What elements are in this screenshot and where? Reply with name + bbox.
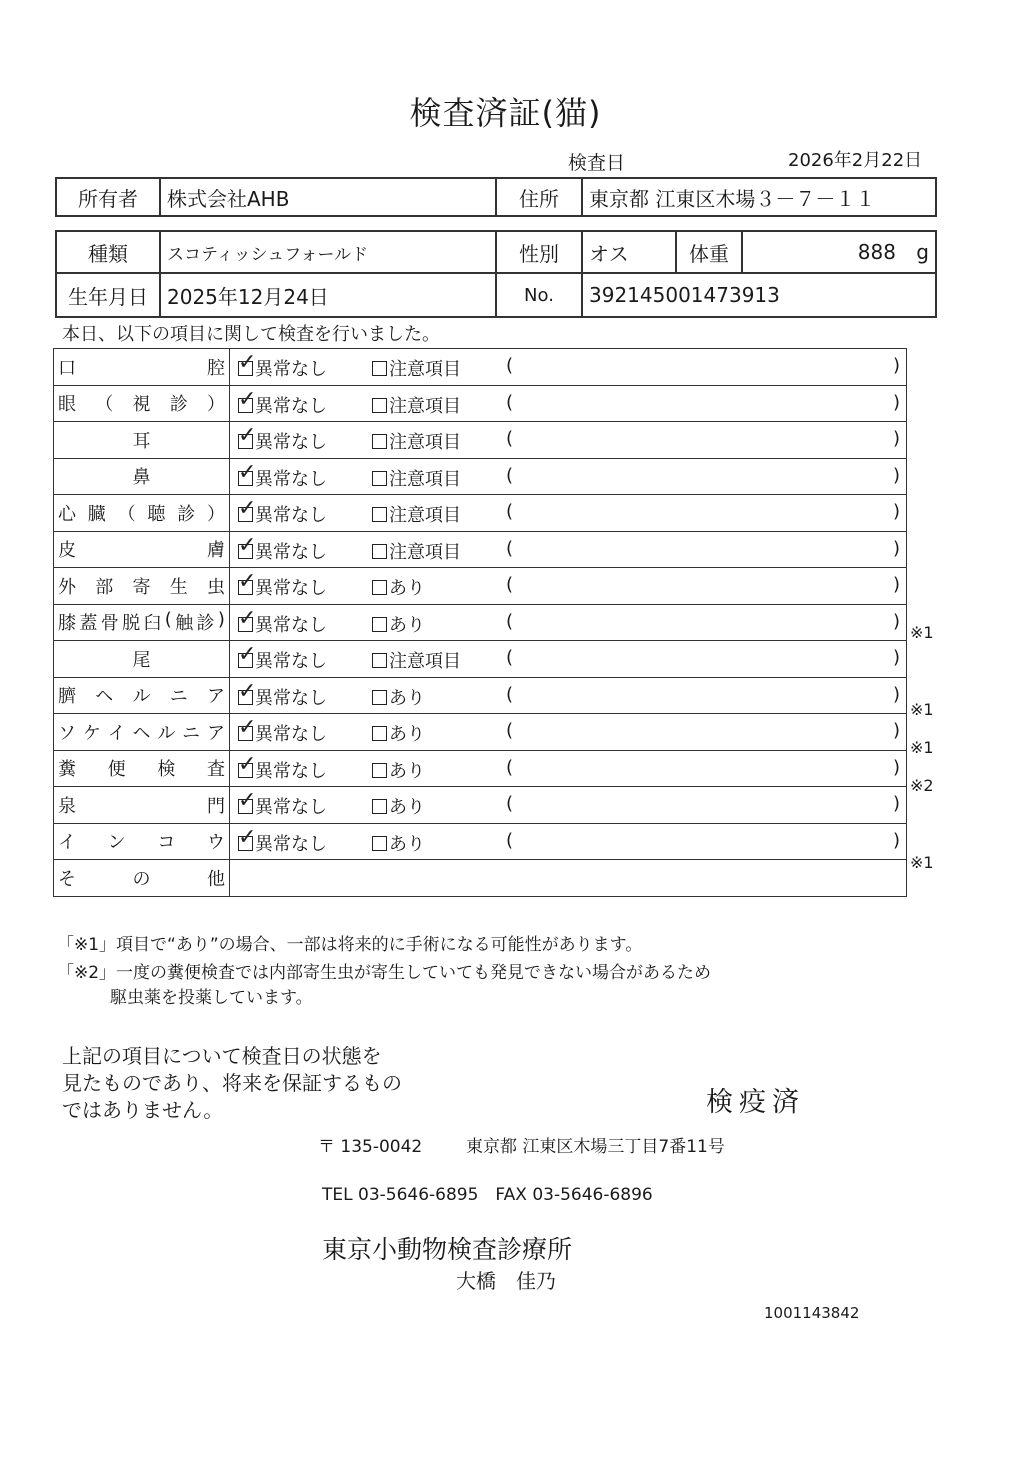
finding-option[interactable] [372,757,425,783]
finding-option-label: 注意項目 [389,432,461,453]
normal-option-label: 異常なし [255,359,327,380]
disclaimer-line-1: 上記の項目について検査日の状態を [62,1044,382,1068]
normal-option[interactable] [238,605,327,637]
checkbox-empty-icon[interactable] [372,507,387,522]
normal-option[interactable] [238,532,327,564]
exam-row [54,495,907,532]
normal-option-label: 異常なし [255,541,327,563]
exam-item-label-char: 眼 [58,394,76,416]
remarks-close-paren: ) [892,391,900,413]
other-label-cell [54,860,230,897]
finding-option-label: あり [389,614,425,636]
checkbox-empty-icon[interactable] [372,434,387,449]
exam-item-name [54,531,230,568]
exam-item-label-char: 皮 [58,540,76,562]
exam-item-label-char: ヘ [132,722,151,744]
remarks-open-paren: ( [506,756,514,778]
exam-footnote-ref: ※2 [910,776,934,796]
finding-option-label: あり [389,724,425,745]
sex-label: 性別 [496,231,582,273]
exam-item-label-char: 視 [132,394,151,416]
no-label: No. [496,273,582,317]
postal-code: 〒 135-0042 [318,1137,423,1157]
check-mark-icon: ✓ [238,350,257,375]
remarks-close-paren: ) [892,793,900,814]
weight-unit: g [916,240,929,264]
exam-item-label-char: 聴 [147,503,166,525]
finding-option[interactable] [372,793,425,819]
finding-option[interactable] [372,428,461,454]
exam-item-name [54,787,230,824]
remarks-open-paren: ( [506,720,514,741]
exam-footnote-ref: ※1 [910,623,934,643]
normal-option[interactable] [238,788,327,819]
exam-item-label-char: 部 [95,576,114,598]
finding-option[interactable] [372,355,461,381]
normal-option[interactable] [238,642,327,673]
checkbox-checked-icon[interactable] [238,751,257,778]
breed-label: 種類 [56,231,160,273]
remarks-open-paren: ( [506,574,514,595]
finding-option[interactable] [372,538,461,564]
normal-option-label: 異常なし [255,505,327,526]
exam-footnote-ref: ※1 [910,699,934,719]
exam-item-label [58,536,225,562]
exam-row [54,422,907,459]
remarks-close-paren: ) [892,501,900,522]
checkbox-empty-icon[interactable] [372,653,387,668]
weight-cell [742,231,936,273]
remarks-close-paren: ) [892,829,900,851]
weight-label: 体重 [676,231,742,273]
exam-item-label-char: 臓 [87,503,106,525]
remarks-close-paren: ) [892,683,900,705]
clinic-address: 東京都 江東区木場三丁目7番11号 [466,1137,725,1157]
finding-option[interactable] [372,720,425,746]
exam-options [230,531,907,568]
exam-item-label: 耳 [132,430,151,452]
breed-value: スコティッシュフォールド [160,231,496,273]
checkbox-empty-icon[interactable] [372,398,387,413]
other-label-char: そ [58,868,76,890]
normal-option-label: 異常なし [255,833,327,855]
finding-option-label: あり [389,833,425,855]
exam-row [54,823,907,860]
exam-item-label [58,719,225,745]
serial-number: 1001143842 [764,1304,860,1322]
check-mark-icon: ✓ [238,386,257,412]
exam-item-label-char: ア [207,686,225,708]
other-label [58,865,225,891]
exam-item-label-char: 虫 [207,576,225,598]
doctor-name: 大橋 佳乃 [456,1269,556,1293]
exam-item-label [58,755,225,781]
exam-item-label-char: （ [95,394,114,416]
exam-item-name [54,385,230,422]
exam-footnote-ref: ※1 [910,852,934,872]
finding-option-label: 注意項目 [389,395,461,417]
remarks-open-paren: ( [506,647,514,668]
checkbox-checked-icon[interactable] [238,423,257,449]
finding-option[interactable] [372,611,425,637]
remarks-open-paren: ( [506,464,514,486]
checkbox-empty-icon[interactable] [372,690,387,705]
owner-label: 所有者 [56,178,160,216]
remarks-open-paren: ( [506,501,514,522]
inspection-date-label: 検査日 [568,152,626,174]
exam-row [54,568,907,605]
remarks-open-paren: ( [506,610,514,632]
exam-row [54,714,907,751]
normal-option-label: 異常なし [255,797,327,818]
normal-option[interactable] [238,423,327,454]
weight-value: 888 [857,240,896,264]
exam-item-label-char: ル [157,722,176,744]
checkbox-checked-icon[interactable] [238,532,257,559]
checkbox-checked-icon[interactable] [238,715,257,741]
exam-row [54,677,907,714]
finding-option-label: あり [389,687,425,709]
exam-row [54,750,907,787]
clinic-name: 東京小動物検査診療所 [322,1235,573,1264]
normal-option[interactable] [238,386,327,418]
exam-item-label-char: 脱 [122,613,141,635]
exam-item-label-char: ニ [169,686,188,708]
exam-item-label-char: 臍 [58,686,76,708]
exam-item-label-char: ） [206,503,225,525]
checkbox-checked-icon[interactable] [238,788,257,814]
exam-item-name [54,823,230,860]
normal-option-label: 異常なし [255,395,327,417]
remarks-close-paren: ) [892,610,900,632]
checkbox-checked-icon[interactable] [238,642,257,668]
finding-option-label: 注意項目 [389,359,461,380]
exam-item-label-char: （ [117,503,136,525]
exam-item-name [54,422,230,459]
normal-option[interactable] [238,751,327,783]
checkbox-checked-icon[interactable] [238,496,257,522]
checkbox-empty-icon[interactable] [372,361,387,376]
checkbox-empty-icon[interactable] [372,617,387,632]
normal-option-label: 異常なし [255,651,327,672]
exam-options [230,604,907,641]
normal-option-label: 異常なし [255,760,327,782]
exam-footnote-ref: ※1 [910,738,934,757]
remarks-close-paren: ) [892,647,900,668]
finding-option-label: あり [389,578,425,599]
exam-item-label [58,354,225,380]
exam-item-label-char: 腔 [207,357,225,379]
finding-option[interactable] [372,392,461,418]
address-value: 東京都 江東区木場３－７－１１ [582,178,936,216]
exam-item-label [58,500,225,526]
exam-item-label-char: ヘ [95,686,114,708]
checkbox-empty-icon[interactable] [372,726,387,741]
exam-options [230,641,907,678]
exam-item-label [58,682,225,708]
exam-item-label-char: 外 [58,576,76,598]
other-label-char: の [132,868,151,890]
exam-item-name [54,495,230,532]
checkbox-checked-icon[interactable] [238,605,257,632]
exam-item-label [58,609,225,635]
finding-option[interactable] [372,465,461,491]
exam-item-label-char: ル [132,686,151,708]
remarks-open-paren: ( [506,391,514,413]
check-mark-icon: ✓ [238,788,257,813]
sex-value: オス [582,231,676,273]
other-label-char: 他 [207,868,225,890]
clinic-phone-fax: TEL 03-5646-6895 FAX 03-5646-6896 [322,1185,653,1205]
exam-row [54,787,907,824]
exam-item-label: 尾 [132,649,151,671]
exam-item-name [54,349,230,386]
exam-item-label [58,792,225,818]
exam-options [230,714,907,751]
exam-options [230,349,907,386]
exam-row [54,349,907,386]
exam-item-label-char: 糞 [58,759,76,781]
exam-item-label-char: イ [58,832,76,854]
inspection-date: 2026年2月22日 [788,150,923,171]
normal-option[interactable] [238,824,327,856]
remarks-close-paren: ) [892,428,900,449]
exam-item-label-char: 診 [177,503,196,525]
check-mark-icon: ✓ [238,678,257,704]
exam-item-label-char: 心 [58,503,76,525]
exam-item-label-char: 膝 [58,613,76,635]
exam-item-label-char: 診 [196,613,215,635]
checkbox-empty-icon[interactable] [372,836,387,851]
exam-item-name [54,568,230,605]
exam-item-label-char: 触 [175,613,194,635]
exam-item-name [54,604,230,641]
exam-options [230,750,907,787]
remarks-close-paren: ) [892,355,900,376]
check-mark-icon: ✓ [238,569,257,594]
normal-option-label: 異常なし [255,432,327,453]
finding-option-label: あり [389,760,425,782]
finding-option[interactable] [372,830,425,856]
checkbox-checked-icon[interactable] [238,569,257,595]
checkbox-empty-icon[interactable] [372,544,387,559]
exam-item-label-char: 蓋 [79,613,98,635]
exam-options [230,458,907,495]
normal-option-label: 異常なし [255,687,327,709]
checkbox-empty-icon[interactable] [372,471,387,486]
document-title: 検査済証(猫) [409,94,602,132]
exam-item-name [54,714,230,751]
finding-option[interactable] [372,574,425,600]
exam-item-label-char: 査 [206,759,225,781]
disclaimer-line-2: 見たものであり、将来を保証するもの [62,1071,402,1095]
normal-option[interactable] [238,496,327,527]
birth-value: 2025年12月24日 [160,273,496,317]
exam-options [230,495,907,532]
normal-option-label: 異常なし [255,614,327,636]
address-label: 住所 [496,178,582,216]
exam-item-name [54,641,230,678]
remarks-close-paren: ) [892,720,900,741]
exam-item-label-char: 泉 [58,795,76,817]
checkbox-checked-icon[interactable] [238,678,257,705]
exam-row [54,531,907,568]
exam-item-label-char: 口 [58,357,76,379]
exam-table [53,348,907,897]
exam-item-label [58,390,225,416]
finding-option[interactable] [372,647,461,673]
checkbox-checked-icon[interactable] [238,386,257,413]
disclaimer-line-3: ではありません。 [62,1098,224,1122]
exam-item-label-char: ウ [206,832,225,854]
other-value [230,860,907,897]
checkbox-empty-icon[interactable] [372,799,387,814]
exam-item-label-char: 検 [157,759,176,781]
exam-item-label-char: イ [107,722,126,744]
footnote-2: 「※2」一度の糞便検査では内部寄生虫が寄生していても発見できない場合があるため [57,963,712,983]
exam-options [230,787,907,824]
exam-item-label-char: ケ [82,722,101,744]
finding-option[interactable] [372,501,461,527]
exam-item-label-char: コ [157,832,176,854]
normal-option-label: 異常なし [255,578,327,599]
check-mark-icon: ✓ [238,642,257,667]
check-mark-icon: ✓ [238,605,257,631]
exam-item-label-char: 骨 [100,613,119,635]
check-mark-icon: ✓ [238,751,257,777]
exam-item-name [54,458,230,495]
exam-item-name [54,677,230,714]
remarks-open-paren: ( [506,793,514,814]
exam-row [54,458,907,495]
owner-table [55,177,937,217]
exam-item-label-char: ア [206,722,225,744]
remarks-open-paren: ( [506,537,514,559]
exam-options [230,568,907,605]
pet-table [55,230,937,318]
exam-item-label-char: ン [107,832,126,854]
normal-option[interactable] [238,459,327,491]
remarks-close-paren: ) [892,574,900,595]
exam-row [54,604,907,641]
finding-option-label: 注意項目 [389,468,461,490]
finding-option[interactable] [372,684,425,710]
exam-item-label-char: 膚 [207,540,225,562]
check-mark-icon: ✓ [238,715,257,740]
footnote-1: 「※1」項目で“あり”の場合、一部は将来的に手術になる可能性があります。 [57,935,643,955]
exam-item-label [58,828,225,854]
remarks-open-paren: ( [506,829,514,851]
finding-option-label: 注意項目 [389,505,461,526]
exam-options [230,385,907,422]
exam-item-label-char: 門 [207,795,225,817]
exam-options [230,823,907,860]
exam-options [230,422,907,459]
normal-option[interactable] [238,569,327,600]
no-value: 392145001473913 [582,273,936,317]
exam-item-label-char: ソ [58,722,76,744]
footnote-3: 駆虫薬を投薬しています。 [110,988,313,1008]
check-mark-icon: ✓ [238,824,257,850]
remarks-close-paren: ) [892,756,900,778]
exam-item-label-char: ( [164,609,172,631]
normal-option-label: 異常なし [255,468,327,490]
exam-row [54,385,907,422]
remarks-open-paren: ( [506,355,514,376]
checkbox-checked-icon[interactable] [238,350,257,376]
remarks-close-paren: ) [892,464,900,486]
exam-item-label-char: ） [207,394,225,416]
exam-item-label-char: ) [217,609,225,631]
finding-option-label: 注意項目 [389,651,461,672]
remarks-open-paren: ( [506,683,514,705]
exam-item-label-char: 便 [107,759,126,781]
remarks-open-paren: ( [506,428,514,449]
normal-option[interactable] [238,678,327,710]
normal-option[interactable] [238,715,327,746]
birth-label: 生年月日 [56,273,160,317]
check-mark-icon: ✓ [238,423,257,448]
finding-option-label: あり [389,797,425,818]
exam-item-label-char: 生 [169,576,188,598]
exam-item-label-char: 寄 [132,576,151,598]
exam-item-label-char: 診 [169,394,188,416]
check-mark-icon: ✓ [238,532,257,558]
exam-item-label [58,573,225,599]
check-mark-icon: ✓ [238,459,257,485]
checkbox-checked-icon[interactable] [238,459,257,486]
exam-row [54,641,907,678]
checkbox-empty-icon[interactable] [372,763,387,778]
normal-option[interactable] [238,350,327,381]
quarantine-stamp: 検疫済 [706,1087,805,1118]
checkbox-empty-icon[interactable] [372,580,387,595]
exam-item-label: 鼻 [132,467,151,489]
finding-option-label: 注意項目 [389,541,461,563]
intro-text: 本日、以下の項目に関して検査を行いました。 [62,324,440,345]
exam-options [230,677,907,714]
exam-item-label-char: 臼 [143,613,162,635]
normal-option-label: 異常なし [255,724,327,745]
exam-item-label-char: ニ [182,722,201,744]
check-mark-icon: ✓ [238,496,257,521]
checkbox-checked-icon[interactable] [238,824,257,851]
remarks-close-paren: ) [892,537,900,559]
owner-value: 株式会社AHB [160,178,496,216]
exam-item-name [54,750,230,787]
